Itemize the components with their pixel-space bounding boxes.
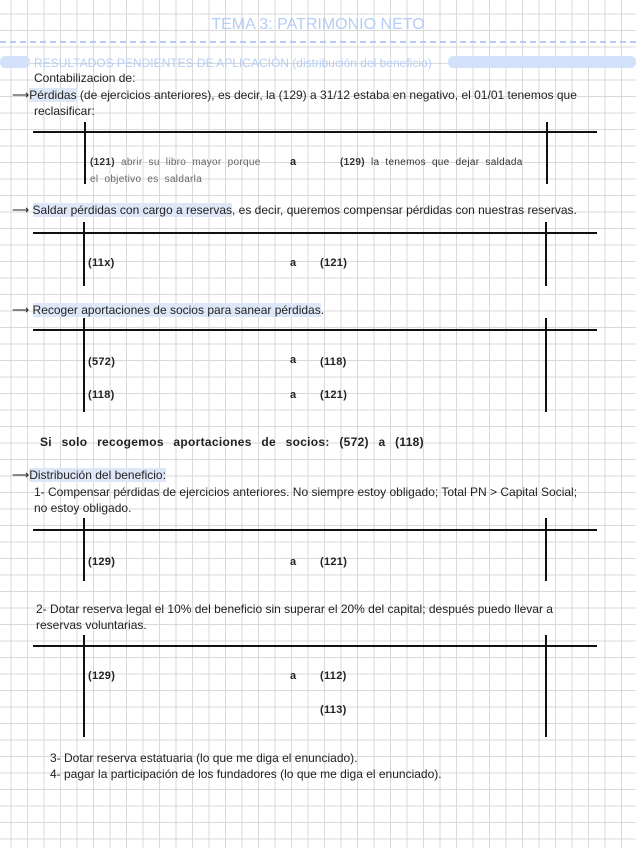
handwritten-note: Si solo recogemos aportaciones de socios: (572) a (118) <box>40 435 424 449</box>
arrow-icon: ⟶ <box>12 203 30 217</box>
t-account-rule <box>33 529 597 531</box>
t-account-right <box>545 635 547 737</box>
arrow-icon: ⟶ <box>12 303 30 317</box>
entry4-credit: (121) <box>320 556 348 568</box>
section-header: RESULTADOS PENDIENTES DE APLICACIÓN (distribución del beneficio) <box>34 56 432 70</box>
item-distribucion: ⟶Distribución del beneficio: <box>12 468 166 482</box>
header-band-right <box>448 56 636 68</box>
item-saldar: ⟶ Saldar pérdidas con cargo a reservas, es decir, queremos compensar pérdidas con nuestras reservas. <box>12 203 577 217</box>
arrow-icon: ⟶ <box>12 88 30 102</box>
step-3: 3- Dotar reserva estatuaria (lo que me diga el enunciado). <box>50 751 358 765</box>
entry1-debit-note: abrir su libro mayor porque <box>120 157 261 168</box>
entry1-debit <box>90 155 261 171</box>
title-divider <box>0 41 636 43</box>
intro-text: Contabilizacion de: <box>34 71 136 85</box>
t-account-left <box>84 122 86 184</box>
entry4-debit: (129) <box>88 556 116 568</box>
t-account-left <box>83 318 85 412</box>
t-account-right <box>545 222 547 286</box>
entry1-credit-note: la tenemos que dejar saldada <box>370 157 523 168</box>
step-2-cont: reservas voluntarias. <box>36 618 147 632</box>
t-account-right <box>546 122 548 184</box>
t-account-rule <box>33 232 597 234</box>
entry1-credit-account: (129) <box>340 157 365 168</box>
entry3-credit2: (121) <box>320 389 348 401</box>
t-account-right <box>545 318 547 412</box>
entry4-a: a <box>290 556 297 568</box>
entry5-credit2: (113) <box>320 704 347 716</box>
entry1-credit <box>340 155 523 171</box>
entry1-note: el objetivo es saldarla <box>90 174 203 185</box>
item-recoger: ⟶ Recoger aportaciones de socios para sanear pérdidas. <box>12 303 325 317</box>
entry2-debit: (11x) <box>88 257 115 269</box>
entry5-a: a <box>290 670 297 682</box>
step-4: 4- pagar la participación de los fundadores (lo que me diga el enunciado). <box>50 767 442 781</box>
header-band-left <box>0 56 30 68</box>
item-perdidas-cont: reclasificar: <box>34 104 95 118</box>
entry3-a1: a <box>290 354 297 366</box>
entry5-debit: (129) <box>88 670 116 682</box>
entry3-debit1: (572) <box>88 356 116 368</box>
t-account-rule <box>33 329 597 331</box>
entry3-debit2: (118) <box>88 389 115 401</box>
t-account-left <box>83 635 85 737</box>
t-account-right <box>545 518 547 581</box>
t-account-rule <box>33 131 597 133</box>
t-account-rule <box>33 645 597 647</box>
t-account-left <box>83 222 85 286</box>
item-perdidas: ⟶Pérdidas (de ejercicios anteriores), es decir, la (129) a 31/12 estaba en negativo, el 01/01 tenemos que <box>12 88 577 102</box>
entry3-credit1: (118) <box>320 356 347 368</box>
step-2: 2- Dotar reserva legal el 10% del beneficio sin superar el 20% del capital; después puedo llevar a <box>36 602 553 616</box>
t-account-left <box>83 518 85 581</box>
page-title: TEMA 3: PATRIMONIO NETO <box>211 16 425 33</box>
step-1-cont: no estoy obligado. <box>34 501 132 515</box>
entry2-a: a <box>290 257 297 269</box>
entry3-a2: a <box>290 389 297 401</box>
entry1-a: a <box>290 156 297 168</box>
entry2-credit: (121) <box>320 257 348 269</box>
entry5-credit1: (112) <box>320 670 347 682</box>
entry1-debit-account: (121) <box>90 157 115 168</box>
arrow-icon: ⟶ <box>12 468 30 482</box>
step-1: 1- Compensar pérdidas de ejercicios anteriores. No siempre estoy obligado; Total PN > Capital Social; <box>34 485 578 499</box>
